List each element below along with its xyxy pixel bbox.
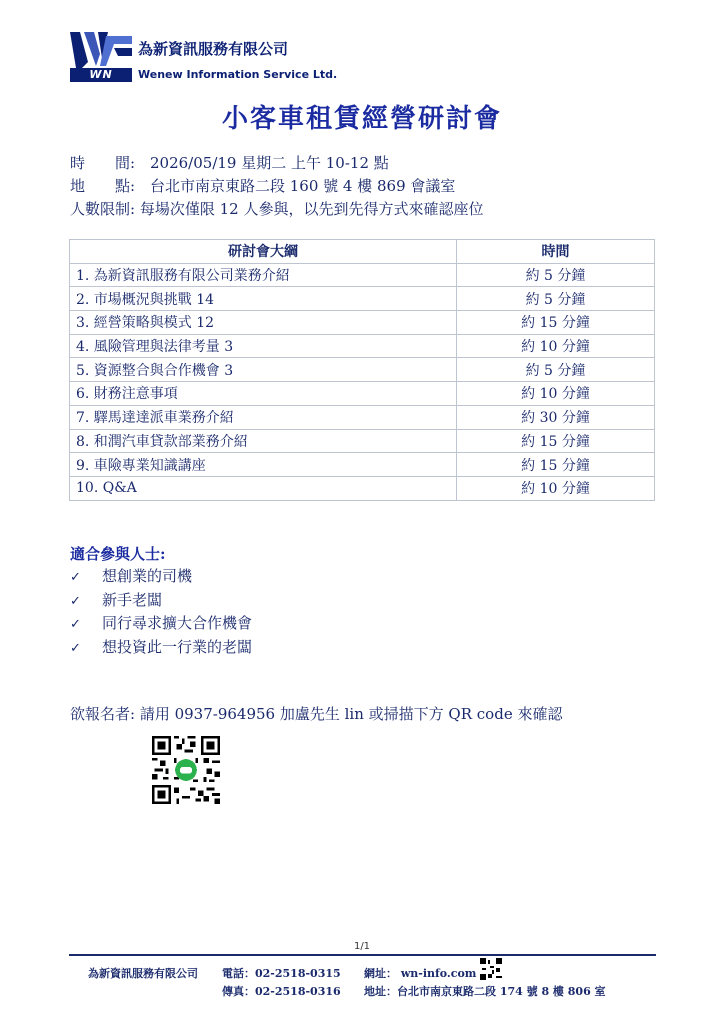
list-item [70, 565, 252, 589]
agenda-table [69, 239, 655, 501]
agenda-item: 7. 驛馬達達派車業務介紹 [70, 405, 457, 429]
table-row [70, 476, 655, 500]
wn-logo-icon [70, 30, 132, 70]
agenda-item: 2. 市場概況與挑戰 14 [70, 287, 457, 311]
agenda-time: 約 10 分鐘 [457, 382, 655, 406]
agenda-time: 約 10 分鐘 [457, 476, 655, 500]
page-number: 1/1 [353, 941, 371, 952]
company-name-cn: 為新資訊服務有限公司 [138, 40, 289, 58]
agenda-header-time: 時間 [457, 240, 655, 264]
time-value: 2026/05/19 星期二 上午 10-12 點 [150, 154, 389, 172]
footer-address: 地址：台北市南京東路二段 174 號 8 樓 806 室 [364, 985, 606, 998]
audience-item: 新手老闆 [102, 590, 163, 609]
line-qr-code-icon[interactable] [152, 736, 220, 804]
limit-label: 人數限制: [70, 200, 136, 218]
footer-divider [69, 954, 656, 956]
agenda-header-row [70, 240, 655, 264]
audience-title: 適合參與人士: [70, 545, 166, 563]
table-row [70, 453, 655, 477]
agenda-time: 約 5 分鐘 [457, 263, 655, 287]
company-logo [70, 30, 338, 95]
audience-list [70, 565, 252, 659]
agenda-time: 約 15 分鐘 [457, 429, 655, 453]
agenda-item: 9. 車險專業知識講座 [70, 453, 457, 477]
company-name-en: Wenew Information Service Ltd. [138, 68, 338, 81]
agenda-item: 5. 資源整合與合作機會 3 [70, 358, 457, 382]
list-item [70, 589, 252, 613]
checkmark-icon: ✓ [70, 617, 81, 632]
info-limit [70, 198, 483, 219]
table-row [70, 405, 655, 429]
checkmark-icon: ✓ [70, 593, 81, 609]
footer-web[interactable]: 網址： wn-info.com [364, 967, 477, 980]
time-label: 時 間: [70, 154, 136, 172]
agenda-time: 約 10 分鐘 [457, 334, 655, 358]
agenda-time: 約 5 分鐘 [457, 358, 655, 382]
agenda-item: 3. 經營策略與模式 12 [70, 311, 457, 335]
page-title: 小客車租賃經營研討會 [221, 104, 502, 134]
agenda-item: 4. 風險管理與法律考量 3 [70, 334, 457, 358]
limit-value: 每場次僅限 12 人參與，以先到先得方式來確認座位 [139, 200, 484, 218]
audience-item: 想創業的司機 [102, 567, 193, 585]
signup-text: 欲報名者: 請用 0937-964956 加盧先生 lin 或掃描下方 QR code 來確認 [70, 705, 563, 723]
footer-fax: 傳真：02-2518-0316 [222, 985, 341, 998]
table-row [70, 382, 655, 406]
audience-item: 想投資此一行業的老闆 [102, 637, 253, 656]
checkmark-icon: ✓ [70, 570, 81, 585]
agenda-item: 8. 和潤汽車貸款部業務介紹 [70, 429, 457, 453]
logo-band: WN INFO [70, 68, 132, 82]
agenda-item: 6. 財務注意事項 [70, 382, 457, 406]
agenda-item: 10. Q&A [70, 476, 457, 500]
agenda-time: 約 15 分鐘 [457, 311, 655, 335]
footer-qr-code-icon[interactable] [480, 958, 502, 980]
audience-item: 同行尋求擴大合作機會 [102, 614, 253, 632]
place-value: 台北市南京東路二段 160 號 4 樓 869 會議室 [150, 177, 456, 195]
table-row [70, 263, 655, 287]
agenda-time: 約 5 分鐘 [457, 287, 655, 311]
agenda-time: 約 30 分鐘 [457, 405, 655, 429]
table-row [70, 311, 655, 335]
table-row [70, 334, 655, 358]
place-label: 地 點: [70, 177, 136, 195]
info-time [70, 152, 389, 173]
agenda-item: 1. 為新資訊服務有限公司業務介紹 [70, 263, 457, 287]
agenda-time: 約 15 分鐘 [457, 453, 655, 477]
list-item [70, 636, 252, 660]
list-item [70, 612, 252, 636]
footer-company: 為新資訊服務有限公司 [88, 967, 198, 980]
table-row [70, 287, 655, 311]
checkmark-icon: ✓ [70, 640, 81, 656]
footer-phone: 電話：02-2518-0315 [222, 967, 341, 980]
table-row [70, 429, 655, 453]
table-row [70, 358, 655, 382]
agenda-header-item: 研討會大綱 [70, 240, 457, 264]
info-place [70, 175, 455, 196]
